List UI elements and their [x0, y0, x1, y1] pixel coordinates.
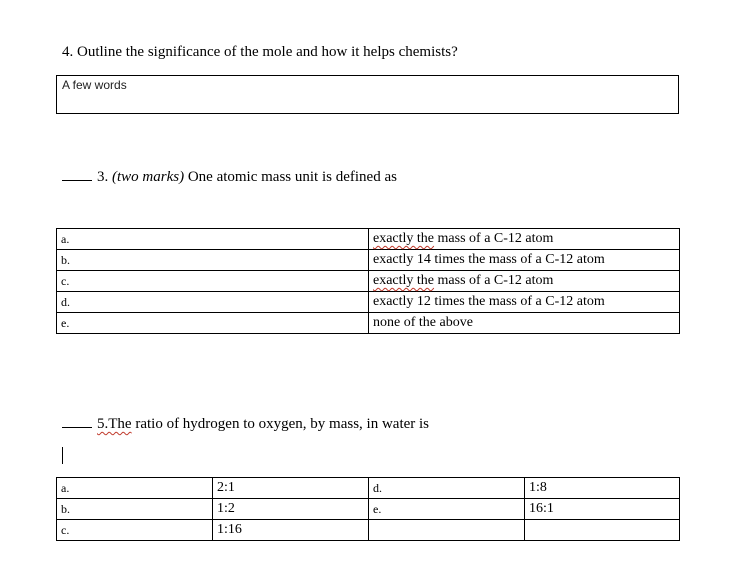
- spellcheck-text: exactly the: [373, 231, 435, 246]
- option-value: 1:2: [213, 499, 369, 520]
- option-row-b[interactable]: [57, 250, 680, 271]
- option-value: 1:16: [213, 520, 369, 541]
- option-row[interactable]: [57, 520, 680, 541]
- answer-blank[interactable]: [62, 179, 92, 181]
- question-5-options-table: [56, 477, 680, 541]
- option-row-e[interactable]: [57, 313, 680, 334]
- answer-blank[interactable]: [62, 426, 92, 428]
- question-3-stem: One atomic mass unit is defined as: [184, 169, 397, 185]
- option-text-rest: mass of a C-12 atom: [434, 231, 554, 246]
- question-5-number: 5.The: [97, 416, 132, 432]
- option-letter: e.: [369, 499, 525, 520]
- option-letter: c.: [57, 520, 213, 541]
- option-letter: b.: [57, 250, 369, 271]
- option-text: [369, 229, 680, 250]
- option-letter: e.: [57, 313, 369, 334]
- option-row[interactable]: [57, 499, 680, 520]
- question-5-stem: ratio of hydrogen to oxygen, by mass, in water is: [131, 416, 430, 432]
- question-3-text: [62, 169, 397, 186]
- option-row-d[interactable]: [57, 292, 680, 313]
- option-letter: c.: [57, 271, 369, 292]
- option-letter: a.: [57, 229, 369, 250]
- spellcheck-text: exactly the: [373, 273, 435, 288]
- option-text-rest: mass of a C-12 atom: [434, 273, 554, 288]
- option-value: 1:8: [525, 478, 680, 499]
- option-text: none of the above: [369, 313, 680, 334]
- option-value: 16:1: [525, 499, 680, 520]
- option-row[interactable]: [57, 478, 680, 499]
- option-value: [525, 520, 680, 541]
- option-letter: d.: [57, 292, 369, 313]
- question-3-options-table: [56, 228, 680, 334]
- option-letter: a.: [57, 478, 213, 499]
- answer-placeholder: A few words: [62, 78, 127, 92]
- question-3-number: 3.: [97, 169, 112, 185]
- option-row-c[interactable]: [57, 271, 680, 292]
- option-value: 2:1: [213, 478, 369, 499]
- option-letter: d.: [369, 478, 525, 499]
- option-text: exactly 12 times the mass of a C-12 atom: [369, 292, 680, 313]
- text-cursor: [62, 447, 63, 464]
- option-text: [369, 271, 680, 292]
- option-letter: [369, 520, 525, 541]
- option-row-a[interactable]: [57, 229, 680, 250]
- option-text: exactly 14 times the mass of a C-12 atom: [369, 250, 680, 271]
- option-letter: b.: [57, 499, 213, 520]
- question-3-marks: (two marks): [112, 169, 185, 185]
- question-5-text: [62, 416, 429, 433]
- answer-input-box[interactable]: [56, 75, 679, 114]
- question-4-text: 4. Outline the significance of the mole and how it helps chemists?: [62, 44, 458, 60]
